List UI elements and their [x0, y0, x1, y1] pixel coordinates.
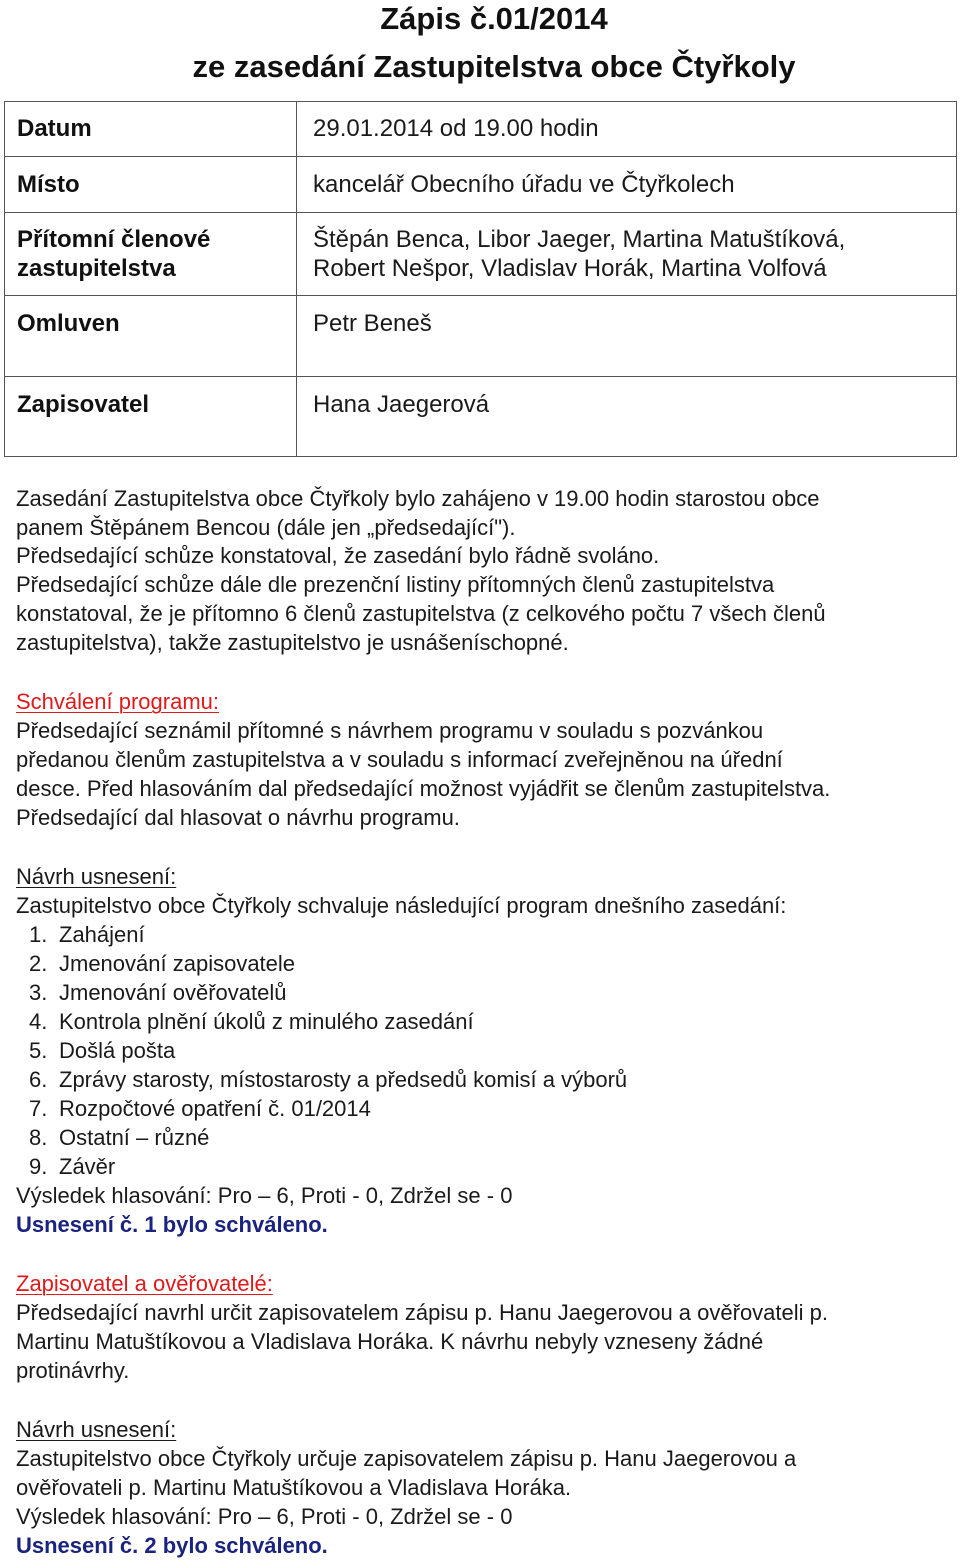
- vote-result: Výsledek hlasování: Pro – 6, Proti - 0, Zdržel se - 0: [16, 1504, 513, 1529]
- label-date: Datum: [17, 115, 92, 142]
- proposal-text-line2: ověřovateli p. Martinu Matuštíkovou a Vladislava Horáka.: [16, 1475, 572, 1500]
- intro-line: Předsedající schůze dále dle prezenční listiny přítomných členů zastupitelstva: [16, 572, 775, 597]
- section1-body-line: předanou členům zastupitelstva a v souladu s informací zveřejněnou na úřední: [16, 747, 783, 772]
- value-place: kancelář Obecního úřadu ve Čtyřkolech: [313, 171, 735, 198]
- list-item: 8. Ostatní – různé: [29, 1125, 210, 1150]
- list-item: 7. Rozpočtové opatření č. 01/2014: [29, 1096, 371, 1121]
- section2-body-line: protinávrhy.: [16, 1358, 130, 1383]
- list-item: 5. Došlá pošta: [29, 1038, 176, 1063]
- label-place: Místo: [17, 171, 80, 198]
- section1-body-line: Předsedající dal hlasovat o návrhu programu.: [16, 805, 460, 830]
- proposal-label: Návrh usnesení:: [16, 1417, 177, 1442]
- vote-result: Výsledek hlasování: Pro – 6, Proti - 0, Zdržel se - 0: [16, 1183, 513, 1208]
- section-heading-program: Schválení programu:: [16, 689, 219, 714]
- document-title: Zápis č.01/2014: [380, 1, 608, 36]
- value-recorder: Hana Jaegerová: [313, 391, 490, 418]
- list-item: 2. Jmenování zapisovatele: [29, 951, 296, 976]
- list-item: 3. Jmenování ověřovatelů: [29, 980, 287, 1005]
- value-present-members-line2: Robert Nešpor, Vladislav Horák, Martina Volfová: [313, 255, 827, 282]
- value-present-members: Štěpán Benca, Libor Jaeger, Martina Matuštíková,: [313, 226, 846, 253]
- list-item: 1. Zahájení: [29, 922, 145, 947]
- intro-line: zastupitelstva), takže zastupitelstvo je usnášeníschopné.: [16, 630, 569, 655]
- section2-body-line: Předsedající navrhl určit zapisovatelem zápisu p. Hanu Jaegerovou a ověřovateli p.: [16, 1300, 829, 1325]
- header-table-rule: [4, 376, 957, 377]
- section2-body-line: Martinu Matuštíkovou a Vladislava Horáka. K návrhu nebyly vzneseny žádné: [16, 1329, 764, 1354]
- header-table-rule: [4, 295, 957, 296]
- header-table-divider: [296, 101, 297, 457]
- document-subtitle: ze zasedání Zastupitelstva obce Čtyřkoly: [192, 49, 796, 84]
- label-excused: Omluven: [17, 310, 120, 337]
- proposal-text: Zastupitelstvo obce Čtyřkoly schvaluje následující program dnešního zasedání:: [16, 893, 787, 918]
- value-excused: Petr Beneš: [313, 310, 432, 337]
- list-item: 6. Zprávy starosty, místostarosty a předsedů komisí a výborů: [29, 1067, 628, 1092]
- header-table-rule: [4, 156, 957, 157]
- resolution-status: Usnesení č. 2 bylo schváleno.: [16, 1533, 328, 1558]
- agenda-list: [29, 920, 627, 1181]
- section1-body-line: desce. Před hlasováním dal předsedající možnost vyjádřit se členům zastupitelstva.: [16, 776, 831, 801]
- proposal-label: Návrh usnesení:: [16, 864, 177, 889]
- proposal-text: Zastupitelstvo obce Čtyřkoly určuje zapisovatelem zápisu p. Hanu Jaegerovou a: [16, 1446, 797, 1471]
- intro-line: Předsedající schůze konstatoval, že zasedání bylo řádně svoláno.: [16, 543, 660, 568]
- section1-body-line: Předsedající seznámil přítomné s návrhem programu v souladu s pozvánkou: [16, 718, 764, 743]
- intro-line: panem Štěpánem Bencou (dále jen „předsedající").: [16, 515, 516, 540]
- label-recorder: Zapisovatel: [17, 391, 150, 418]
- label-present-members: Přítomní členové: [17, 226, 211, 253]
- intro-line: konstatoval, že je přítomno 6 členů zastupitelstva (z celkového počtu 7 všech členů: [16, 601, 826, 626]
- list-item: 9. Závěr: [29, 1154, 116, 1179]
- section-heading-recorder: Zapisovatel a ověřovatelé:: [16, 1271, 273, 1296]
- header-table-rule: [4, 212, 957, 213]
- value-date: 29.01.2014 od 19.00 hodin: [313, 115, 599, 142]
- list-item: 4. Kontrola plnění úkolů z minulého zasedání: [29, 1009, 474, 1034]
- intro-line: Zasedání Zastupitelstva obce Čtyřkoly bylo zahájeno v 19.00 hodin starostou obce: [16, 486, 820, 511]
- resolution-status: Usnesení č. 1 bylo schváleno.: [16, 1212, 328, 1237]
- label-present-members-line2: zastupitelstva: [17, 255, 176, 282]
